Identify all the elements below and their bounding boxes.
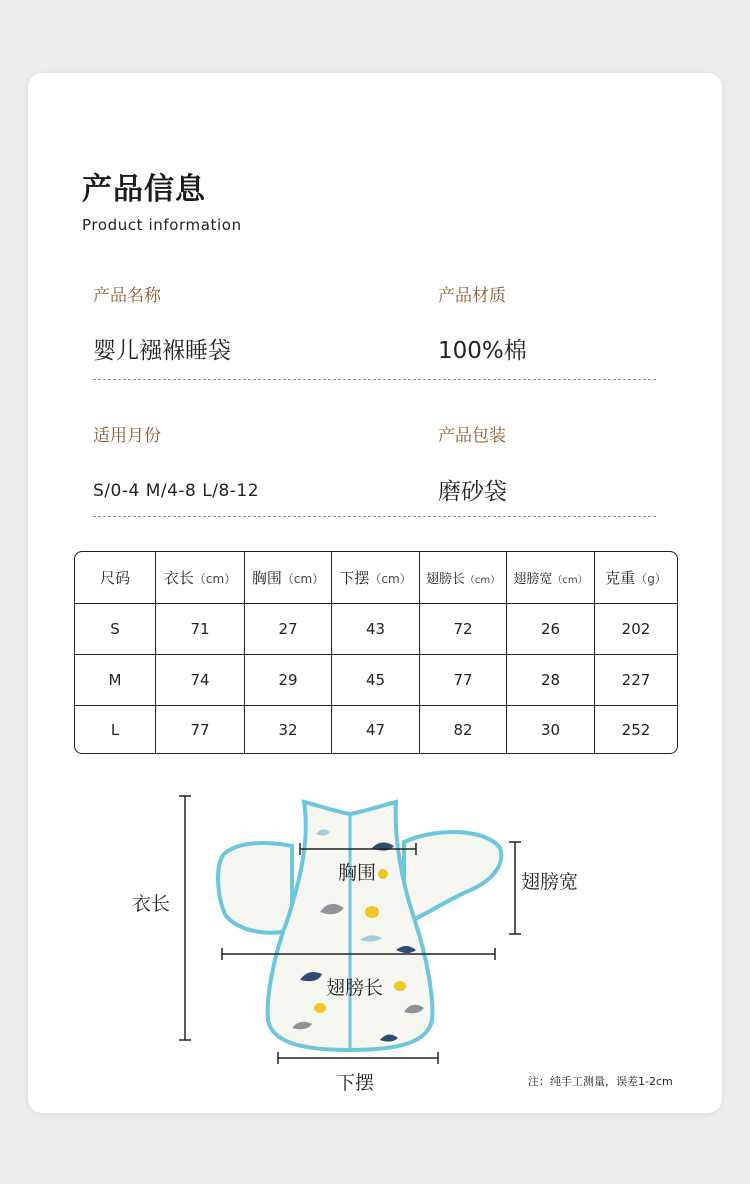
hem-label: 下摆 (336, 1072, 375, 1094)
product-material-value: 100%棉 (438, 338, 527, 364)
cell-hem: 43 (332, 604, 420, 655)
header-hem: 下摆（cm） (332, 552, 420, 604)
header-chest: 胸围（cm） (245, 552, 332, 604)
wing-width-label: 翅膀宽 (521, 871, 579, 893)
cell-chest: 29 (245, 655, 332, 706)
page-title: 产品信息 (82, 172, 206, 207)
length-measure (179, 796, 191, 1040)
cell-wing-width: 28 (507, 655, 595, 706)
header-wing-length: 翅膀长（cm） (420, 552, 507, 604)
header-size: 尺码 (75, 552, 156, 604)
cell-wing-length: 77 (420, 655, 507, 706)
cell-size: S (75, 604, 156, 655)
wing-width-measure (509, 842, 521, 934)
cell-length: 74 (156, 655, 245, 706)
cell-wing-length: 72 (420, 604, 507, 655)
header-weight: 克重（g） (595, 552, 677, 604)
cell-size: L (75, 706, 156, 753)
cell-chest: 27 (245, 604, 332, 655)
product-name-label: 产品名称 (93, 286, 161, 306)
right-wing (404, 832, 501, 924)
product-material-label: 产品材质 (438, 286, 506, 306)
cell-hem: 47 (332, 706, 420, 753)
wing-length-label: 翅膀长 (326, 977, 384, 999)
cell-wing-width: 26 (507, 604, 595, 655)
cell-hem: 45 (332, 655, 420, 706)
page-subtitle: Product information (82, 216, 242, 234)
header-length: 衣长（cm） (156, 552, 245, 604)
cell-weight: 202 (595, 604, 677, 655)
cell-chest: 32 (245, 706, 332, 753)
packaging-value: 磨砂袋 (438, 479, 507, 505)
cell-weight: 227 (595, 655, 677, 706)
age-range-label: 适用月份 (93, 426, 161, 446)
hem-measure (278, 1052, 438, 1064)
left-wing (218, 843, 292, 933)
cell-length: 71 (156, 604, 245, 655)
packaging-label: 产品包装 (438, 426, 506, 446)
measurement-note: 注：纯手工测量，误差1-2cm (528, 1075, 673, 1088)
cell-wing-width: 30 (507, 706, 595, 753)
cell-size: M (75, 655, 156, 706)
cell-length: 77 (156, 706, 245, 753)
cell-wing-length: 82 (420, 706, 507, 753)
product-name-value: 婴儿襁褓睡袋 (93, 338, 231, 364)
cell-weight: 252 (621, 720, 651, 739)
length-label: 衣长 (132, 893, 171, 915)
age-range-value: S/0-4 M/4-8 L/8-12 (93, 481, 260, 501)
chest-label: 胸围 (338, 862, 377, 884)
header-wing-width: 翅膀宽（cm） (507, 552, 595, 604)
